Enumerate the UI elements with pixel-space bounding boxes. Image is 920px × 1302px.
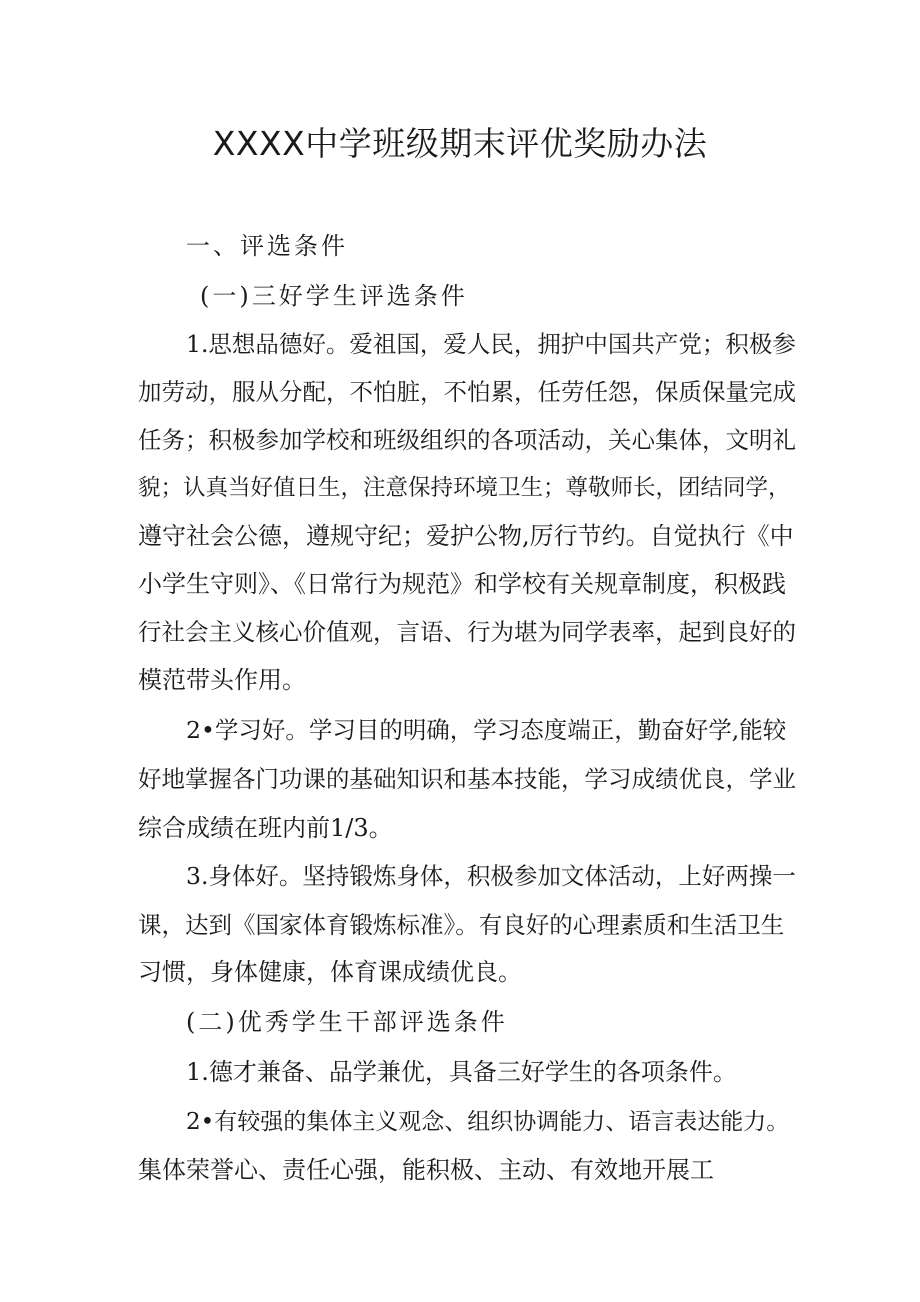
paragraph-line: 2•学习好。学习目的明确，学习态度端正，勤奋好学,能较: [186, 716, 787, 744]
paragraph-line: 1.德才兼备、品学兼优，具备三好学生的各项条件。: [186, 1058, 737, 1086]
paragraph-line: 好地掌握各门功课的基础知识和基本技能，学习成绩优良，学业: [138, 765, 796, 793]
paragraph-line: 任务；积极参加学校和班级组织的各项活动，关心集体，文明礼: [138, 426, 796, 454]
paragraph-line: 小学生守则》、《日常行为规范》和学校有关规章制度，积极践: [138, 570, 786, 598]
paragraph-line: 3.身体好。坚持锻炼身体，积极参加文体活动，上好两操一: [186, 862, 796, 890]
paragraph-line: 行社会主义核心价值观，言语、行为堪为同学表率，起到良好的: [138, 618, 796, 646]
paragraph-line: 1.思想品德好。爱祖国，爱人民，拥护中国共产党；积极参: [186, 330, 796, 358]
paragraph-line: 遵守社会公德，遵规守纪；爱护公物,厉行节约。自觉执行《中: [138, 522, 794, 550]
paragraph-line: 加劳动，服从分配，不怕脏，不怕累，任劳任怨，保质保量完成: [138, 378, 796, 406]
paragraph-line: 貌；认真当好值日生，注意保持环境卫生；尊敬师长，团结同学，: [138, 475, 791, 501]
paragraph-line: 模范带头作用。: [138, 666, 306, 694]
subsection-heading-outstanding-cadre: (二)优秀学生干部评选条件: [186, 1008, 508, 1036]
subsection-heading-merit-student: (一)三好学生评选条件: [200, 282, 468, 310]
section-heading-evaluation-criteria: 一、评选条件: [186, 232, 348, 260]
paragraph-line: 习惯，身体健康，体育课成绩优良。: [138, 958, 522, 986]
document-title: XXXX中学班级期末评优奖励办法: [212, 124, 708, 163]
paragraph-line: 2•有较强的集体主义观念、组织协调能力、语言表达能力。: [186, 1109, 790, 1135]
paragraph-line: 综合成绩在班内前1/3。: [138, 814, 393, 842]
paragraph-line: 课，达到《国家体育锻炼标准》。有良好的心理素质和生活卫生: [138, 911, 785, 939]
paragraph-line: 集体荣誉心、责任心强，能积极、主动、有效地开展工: [138, 1156, 714, 1184]
